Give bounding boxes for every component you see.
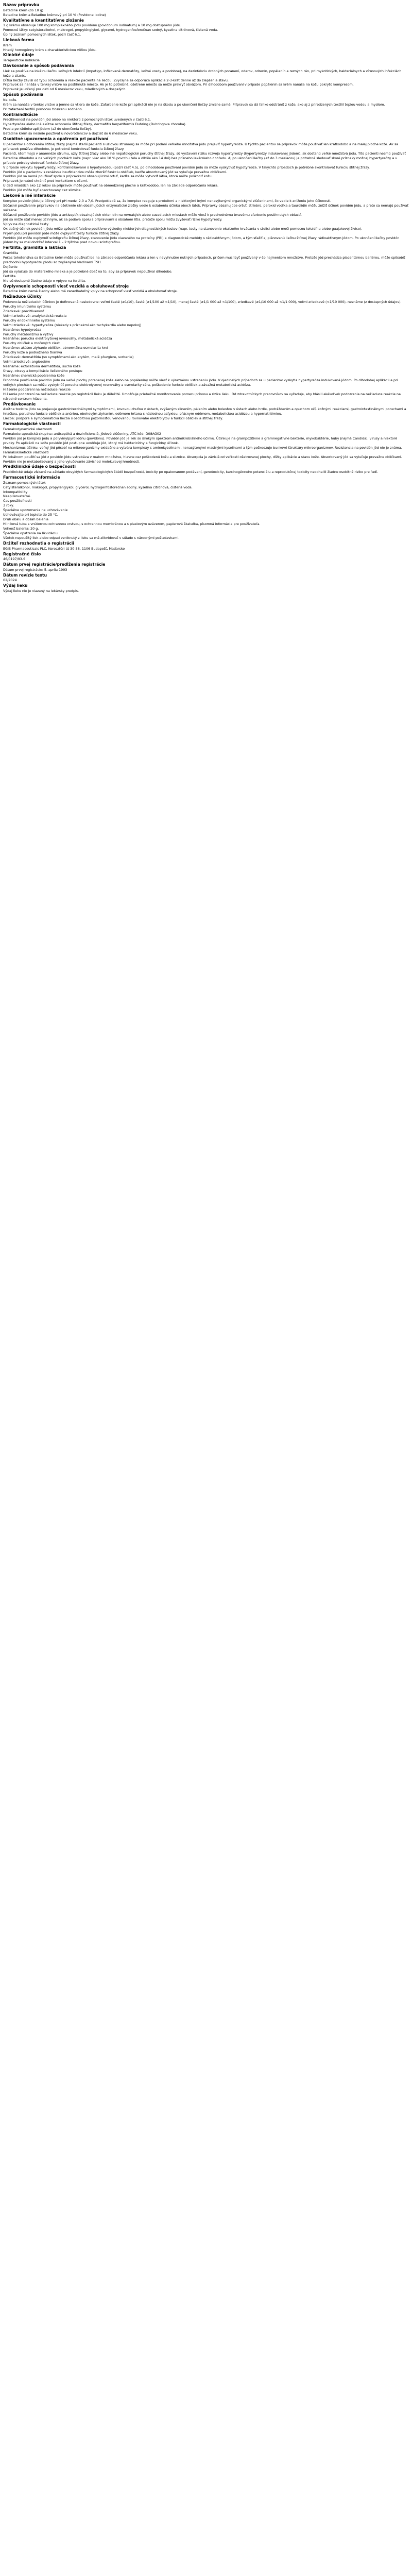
section-paragraph: Uchovávajte pri teplote do 25 °C. [3,513,58,517]
section-paragraph: Povidón jód u pacientov s renálnou insuficienciou môže zhoršiť funkciu obličiek, keďže absorbovaný jód sa vylučuje prevažne obličkami. [3,170,227,174]
section-paragraph: Hlásenie podozrení na nežiaduce reakcie po registrácii lieku je dôležité. Umožňuje priebežné monitorovanie pomeru prínosu a rizika lieku. Od zdravotníckych pracovníkov sa vyžaduje, aby hlásili akékoľvek podozrenia na nežiaduce reakcie na národné centrum hlásenia. [3,392,401,401]
section-paragraph: Liečba: podpora a symptomatická liečba s osobitnou pozornosťou venovanou rovnováhe elektrolytov a funkcii obličiek a štítnej žľazy. [3,416,223,421]
section-heading: Nežiaduce účinky [3,294,42,299]
section-paragraph: Betadine krém nemá žiadny alebo má zanedbateľný vplyv na schopnosť viesť vozidlá a obsluhovať stroje. [3,289,178,294]
section-paragraph: Fertilita [3,274,16,278]
section-paragraph: Hlásenie podozrení na nežiaduce reakcie [3,387,71,392]
section-paragraph: Betadine krém a Betadine krémový pri 10 % (Povidone iodine) [3,12,106,17]
section-heading: Kontraindikácie [3,112,38,117]
section-paragraph: Hnedý homogénny krém s charakteristickou vôňou jódu. [3,47,97,52]
section-heading: Spôsob podávania [3,92,44,97]
section-paragraph: Neaplikovateľné. [3,494,31,499]
section-heading: Výdaj lieku [3,583,28,588]
section-paragraph: Veľmi zriedkavé: hypertyreóza (niekedy s príznakmi ako tachykardia alebo nepokoj) [3,323,142,327]
section-paragraph: Poruchy imunitného systému [3,304,52,309]
section-paragraph: Dátum prvej registrácie: 5. apríla 1993 [3,567,67,572]
section-paragraph: Predklinické údaje získané na základe obvyklých farmakologických štúdií bezpečnosti, toxicity po opakovanom podávaní, genotoxicity, karcinogénneho potenciálu a reprodukčnej toxicity neodhalili žiadne osobitné riziko pre ľudí. [3,470,379,474]
section-paragraph: Neznáme: porucha elektrolytovej rovnováhy, metabolická acidóza [3,336,112,341]
section-paragraph: Nie sú dostupné žiadne údaje o vplyve na fertilitu. [3,278,87,283]
section-paragraph: Úrazy, otravy a komplikácie liečebného postupu [3,369,82,374]
section-paragraph: Neznáme: chemická popálenina kože [3,374,65,378]
section-paragraph: Betadine krém (do 10 g) [3,8,44,12]
section-paragraph: Dojčenie [3,264,18,269]
section-paragraph: Hypertyreóza alebo iné akútne ochorenia štítnej žľazy, dermatitis herpetiformis Duhring (Duhringova choroba). [3,122,186,127]
section-paragraph: Frekvencia nežiaducich účinkov je definovaná nasledovne: veľmi časté (≥1/10), časté (≥1/100 až <1/10), menej časté (≥1/1 000 až <1/100), zriedkavé (≥1/10 000 až <1/1 000), veľmi zriedkavé (<1/10 000), neznáme (z dostupných údajov). [3,299,402,304]
section-paragraph: Povidón jód sa nemá používať spolu s prípravkami obsahujúcimi ortuť, keďže sa môže vytvoriť látka, ktorá môže poškodiť kožu. [3,174,213,179]
section-paragraph: Prípravok je nutné chrániť pred kontaktom s očami. [3,179,88,183]
section-paragraph: Poruchy kože a podkožného tkaniva [3,350,62,355]
section-heading: Dátum revízie textu [3,572,47,578]
section-heading: Názov prípravku [3,3,40,7]
section-paragraph: Dlhodobé používanie povidón jódu na veľké plochy poranenej kože alebo na popáleniny môže viesť k výraznému vstrebaniu jódu. V ojedinelých prípadoch sa u pacientov vyskytla hypertyreóza indukovaná jódom. Po dlhodobej aplikácii a pri veľkých plochách sa môžu vyskytnúť porucha elektrolytovej rovnováhy a osmolarity séra, poškodenie funkcie obličiek a závažná metabolická acidóza. [3,378,398,387]
section-paragraph: Dĺžka liečby závisí od typu ochorenia a reakcie pacienta na liečbu. Zvyčajne sa odporúča aplikácia 2-3-krát denne až do zlepšenia stavu. [3,78,229,82]
section-paragraph: Na kožu. [3,97,18,102]
section-paragraph: Betadine krém sa nesmie používať u novorodencov a dojčiat do 6 mesiacov veku. [3,131,138,136]
section-paragraph: U pacientov s ochorením štítnej žľazy (najmä starší pacienti s uzlovou strumou) sa môže pri podaní veľkého množstva jódu prejaviť hypertyreóza. U týchto pacientov sa prípravok môže používať len krátkodobo a na malej ploche kože. Ak sa prípravok používa dlhodobo, je potrebné kontrolovať funkciu štítnej žľazy. [3,142,399,151]
section-paragraph: Pri lokálnom použití sa jód z povidón jódu vstrebáva v malom množstve, hlavne cez poškodenú kožu a sliznice. Absorpcia je závislá od veľkosti ošetrovanej plochy, dĺžky aplikácie a stavu kože. Absorbovaný jód sa vylučuje prevažne obličkami. Povidón nie je metabolizovaný a jeho vylučovanie závisí od molekulovej hmotnosti. [3,454,402,464]
section-paragraph: Oxidačný účinok povidón jódu môže spôsobiť falošne pozitívne výsledky niektorých diagnostických testov (napr. testy na stanovenie okultného krvácania v stolici alebo moči pomocou toluidínu alebo guajakovej živice). [3,226,363,231]
section-paragraph: Povidón jód môže byť absorbovaný cez sliznice. [3,188,82,193]
section-paragraph: Farmakodynamické vlastnosti [3,427,52,431]
section-paragraph: Krém sa nanáša v tenkej vrstve a jemne sa vtiera do kože. Zafarbenie kože pri aplikácii nie je na škodu a po ukončení liečby zmizne samé. Prípravok sa dá ľahko odstrániť z kože, ako aj z prirodzených textílií teplou vodou a mydlom. [3,102,385,107]
section-paragraph: Veľmi zriedkavé: angioedém [3,360,50,364]
section-heading: Registračné číslo [3,551,41,556]
section-paragraph: V prípade výskytu hypertyreózy, kontraindikované s hypotyreózou (pozri časť 4.5), po dlhodobom používaní povidón jódu sa môže vyskytnúť hypotyreóza. V takýchto prípadoch je potrebné skontrolovať funkciu štítnej žľazy. [3,165,370,170]
section-paragraph: Povidón jód je komplex jódu a polyvinylpyrolidónu (povidónu). Povidón jód je liek so širokým spektrom antimikrobiálneho účinku. Účinkuje na grampozitívne a gramnegatívne baktérie, mykobaktérie, huby (najmä Candida), vírusy a niektoré prvoky. Po aplikácii na kožu povidón jód postupne uvoľňuje jód, ktorý má baktericídny a fungicídny účinok. [3,436,398,445]
document-page [0,0,412,596]
section-paragraph: Prípravok je určený pre deti od 6 mesiacov veku, mladistvých a dospelých. [3,87,127,92]
section-paragraph: Vplyv na diagnostické testy [3,222,49,226]
section-paragraph: 02/2024 [3,578,17,583]
section-paragraph: Terapeutické indikácie [3,58,40,63]
section-heading: Farmakologické vlastnosti [3,421,61,427]
section-paragraph: Zriedkavé: dermatitída (so symptómami ako erytém, malé pľuzgiere, svrbenie) [3,355,134,360]
section-paragraph: EGIS Pharmaceuticals PLC, Keresztúri út 30-38, 1106 Budapešť, Maďarsko [3,546,125,551]
section-heading: Lieková forma [3,37,35,42]
section-paragraph: Precitlivenosť na povidón jód alebo na niektorú z pomocných látok uvedených v časti 6.1. [3,117,151,122]
section-paragraph: Špeciálne opatrenia na likvidáciu [3,531,58,536]
section-paragraph: Krém [3,43,12,47]
section-paragraph: Mechanizmus účinku: voľný jód pôsobí na mikroorganizmy oxidačne a vytvára komplexy s aminokyselinami, nenasýtenými mastnými kyselinami a tým poškodzuje bunkové štruktúry mikroorganizmov. Rezistencia na povidón jód nie je známa. [3,445,402,450]
section-paragraph: Pred a po rádioterapii jódom (až do ukončenia liečby). [3,127,92,131]
section-paragraph: Veľkosť balenia: 20 g. [3,527,39,531]
section-paragraph: Prípravok sa nanáša v tenkej vrstve na postihnuté miesto. Ak je to potrebné, ošetrené miesto sa môže prekryť obväzom. Pri dlhodobom používaní v prípade popálenín sa krém nanáša na kožu pokrytú kompresom. [3,82,354,87]
section-paragraph: Neznáme: exfoliatívna dermatitída, suchá koža [3,364,81,369]
section-paragraph: Farmakokinetické vlastnosti [3,450,49,454]
section-paragraph: Inkompatibility [3,489,28,494]
section-paragraph: Pomocné látky: cetylsteralkohol, makrogol, propylénglykol, glycerol, hydrogenfosforečnan sodný, kyselina citrónová, čistená voda. [3,28,218,32]
section-heading: Držiteľ rozhodnutia o registrácii [3,541,74,546]
section-paragraph: Čas použiteľnosti [3,499,32,503]
section-paragraph: Druh obalu a obsah balenia [3,517,49,522]
section-paragraph: Akútna toxicita jódu sa prejavuje gastrointestinálnymi symptómami, kovovou chuťou v ústach, zvýšeným slinením, pálením alebo bolesťou v ústach alebo hrdle, podráždením a opuchom očí, kožnými reakciami, gastrointestinálnymi poruchami a hnačkou, poruchou funkcie obličiek a anúriou, obehovým zlyhaním, edémom hrtana s následnou asfyxiou, pľúcnym edémom, metabolickou acidózou a hypernatriémiou. [3,407,406,416]
section-paragraph: Hliníková tuba s vnútornou ochrannou vrstvou, s ochrannou membránou a s plastovým uzáverom, papierová škatuľka, písomná informácia pre používateľa. [3,522,261,527]
section-paragraph: Jód sa vylučuje do materského mlieka a je potrebné dbať na to, aby sa prípravok nepoužíval dlhodobo. [3,269,173,274]
section-paragraph: Výdaj lieku nie je viazaný na lekársky predpis. [3,588,79,593]
section-heading: Kvalitatívne a kvantitatívne zloženie [3,18,84,23]
section-heading: Osobitné upozornenia a opatrenia pri používaní [3,137,109,142]
section-heading: Dávkovanie a spôsob podávania [3,63,74,68]
section-paragraph: Zriedkavé: precitlivenosť [3,309,44,313]
section-paragraph: Zoznam pomocných látok [3,480,46,485]
section-paragraph: Liek sa používa na lokálnu liečbu kožných infekcií (impetigo, infikované dermatózy, kožné vredy a podobne), na dezinfekciu drobných poranení, oderov, odrenín, popálenín a rezných rán, pri mykotických, bakteriálnych a vírusových infekciách kože a slizníc. [3,69,402,78]
section-paragraph: Poruchy obličiek a močových ciest [3,341,60,346]
section-heading: Fertilita, gravidita a laktácia [3,245,66,250]
section-paragraph: Pri zafarbení textílií pomocou tiosíranu sodného. [3,107,83,111]
section-paragraph: Komplex povidón jódu je účinný pri pH medzi 2,0 a 7,0. Predpokladá sa, že komplex reaguje s proteínmi a niektorými inými nenasýtenými organickými zlúčeninami, čo vedie k zníženiu jeho účinnosti. [3,198,332,203]
section-paragraph: 3 roky. [3,503,14,508]
section-heading: Farmaceutické informácie [3,475,60,480]
section-paragraph: 46/0197/93-S [3,557,26,562]
section-paragraph: Úplný zoznam pomocných látok, pozri časť 6.1. [3,32,81,37]
section-paragraph: Gravidita [3,251,19,256]
section-paragraph: Špeciálne upozornenia na uchovávanie [3,508,68,513]
section-heading: Predávkovanie [3,401,36,406]
section-paragraph: Cetylsteralkohol, makrogol, propylénglykol, glycerol, hydrogenfosforečnan sodný, kyselina citrónová, čistená voda. [3,485,193,489]
section-heading: Liekové a iné interakcie [3,193,56,198]
section-paragraph: 1 g krému obsahuje 100 mg komplexného jódu povidónu (povidonum iodinatum) a 10 mg dostupného jódu. [3,23,181,28]
section-paragraph: Neznáme: hypotyreóza [3,327,42,332]
section-paragraph: Poruchy endokrinného systému [3,318,55,323]
section-paragraph: Povidón jód môže ovplyvniť scintigrafiu štítnej žľazy, stanovenie jódu viazaného na proteíny (PBI) a diagnostické metódy s rádioaktívnym jódom, a tým sťažiť aj plánovanú liečbu štítnej žľazy rádioaktívnym jódom. Po ukončení liečby povidón jódom by sa mal dodržať interval 1 – 2 týždne pred novou scintigrafiou. [3,235,400,245]
section-paragraph: Všetok nepoužitý liek alebo odpad vzniknutý z lieku sa má zlikvidovať v súlade s národnými požiadavkami. [3,536,180,540]
section-paragraph: Poruchy metabolizmu a výživy [3,332,54,336]
section-paragraph: Neznáme: akútne zlyhanie obličiek, abnormálna osmolarita krvi [3,346,108,350]
section-paragraph: Jód sa môže stať menej účinným, ak sa podáva spolu s prípravkami s obsahom lítia, pretože spolu môžu zvyšovať riziko hypotyreózy. [3,217,222,222]
section-heading: Predklinické údaje o bezpečnosti [3,464,76,469]
section-paragraph: Počas tehotenstva sa Betadine krém môže používať iba na základe odporúčania lekára a len v nevyhnutne nutných prípadoch, pričom musí byť používaný v čo najmenšom množstve. Pretože jód prechádza placentárnou bariérou, môže spôsobiť prechodnú hypotyreózu plodu so zvýšenými hladinami TSH. [3,255,405,264]
section-heading: Dátum prvej registrácie/predĺženia registrácie [3,562,106,567]
section-paragraph: Pacienti, ktorí majú v anamnéze strumu, uzly štítnej žľazy alebo iné nepatologické poruchy štítnej žľazy, sú vystavení riziku rozvoja hypertyreózy (hypertyreózy indukovanej jódom), ak dostanú veľké množstvá jódu. Títo pacienti nesmú používať Betadine dlhodobo a na veľkých plochách kože (napr. viac ako 10 % povrchu tela a dlhšie ako 14 dní) bez prísneho lekárskeho dohľadu. Aj po ukončení liečby (až do 3 mesiacov) je potrebné sledovať skoré príznaky možnej hypertyreózy a v prípade potreby sledovať funkciu štítnej žľazy. [3,151,406,165]
section-heading: Ovplyvnenie schopnosti viesť vozidlá a obsluhovať stroje [3,283,129,289]
section-paragraph: Príjem jódu pri povidón jóde môže ovplyvniť testy funkcie štítnej žľazy. [3,231,119,235]
section-heading: Klinické údaje [3,53,34,58]
section-paragraph: Farmakoterapeutická skupina: antiseptiká a dezinficienciá, jódové zlúčeniny, ATC kód: D08AG02 [3,431,161,436]
section-paragraph: Súčasné používanie povidón jódu a antiseptík obsahujúcich oktenidín na rovnakých alebo susediacich miestach môže viesť k prechodnému tmavému sfarbeniu postihnutých oblastí. [3,212,302,217]
section-paragraph: U detí mladších ako 12 rokov sa prípravok môže používať na obmedzenej ploche a krátkodobo, len na základe odporúčania lekára. [3,183,219,188]
section-paragraph: Veľmi zriedkavé: anafylaktická reakcia [3,313,67,318]
section-paragraph: Súčasné používanie prípravkov na ošetrenie rán obsahujúcich enzymatické zložky vedie k oslabeniu účinku oboch látok. Prípravky obsahujúce ortuť, striebro, peroxid vodíka a taurolidín môžu znížiť účinok povidón jódu, a preto sa nemajú používať súčasne. [3,203,408,212]
